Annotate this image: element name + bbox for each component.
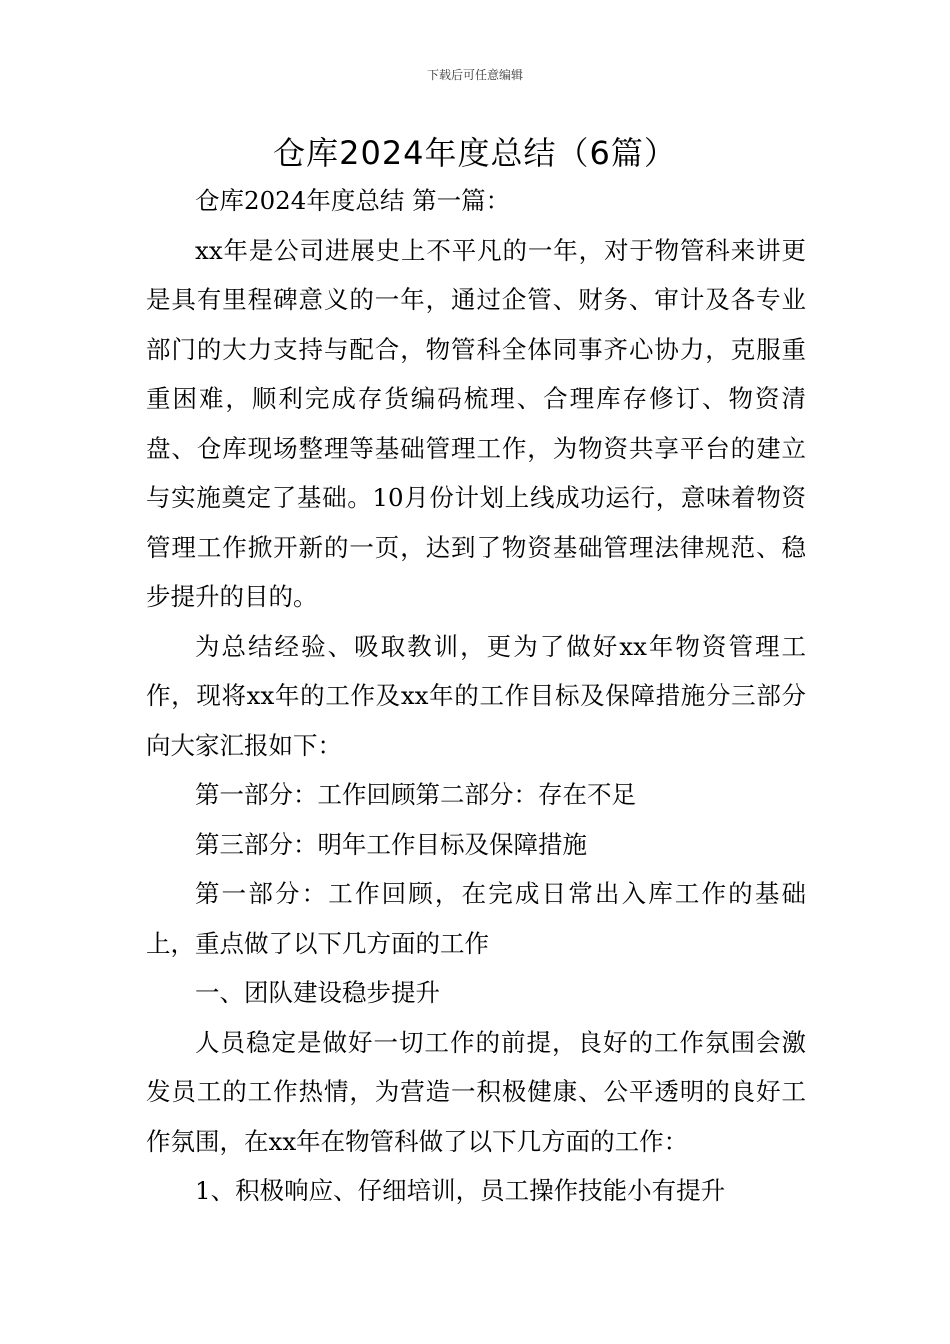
document-body <box>146 176 806 1216</box>
header-note: 下载后可任意编辑 <box>426 68 523 82</box>
paragraph-team-body: 人员稳定是做好一切工作的前提，良好的工作氛围会激发员工的工作热情，为营造一积极健康、公平透明的良好工作氛围，在xx年在物管科做了以下几方面的工作： <box>146 1027 806 1156</box>
paragraph-intro: xx年是公司进展史上不平凡的一年，对于物管科来讲更是具有里程碑意义的一年，通过企管、财务、审计及各专业部门的大力支持与配合，物管科全体同事齐心协力，克服重重困难，顺利完成存货编码梳理、合理库存修订、物资清盘、仓库现场整理等基础管理工作，为物资共享平台的建立与实施奠定了基础。10月份计划上线成功运行，意味着物资管理工作掀开新的一页，达到了物资基础管理法律规范、稳步提升的目的。 <box>146 235 806 611</box>
paragraph-purpose: 为总结经验、吸取教训，更为了做好xx年物资管理工作，现将xx年的工作及xx年的工作目标及保障措施分三部分向大家汇报如下： <box>146 631 806 760</box>
paragraph-part-3: 第三部分：明年工作目标及保障措施 <box>195 829 587 859</box>
paragraph-part-1-review: 第一部分：工作回顾，在完成日常出入库工作的基础上，重点做了以下几方面的工作 <box>146 879 806 958</box>
paragraph-parts-1-2: 第一部分：工作回顾第二部分：存在不足 <box>195 780 636 809</box>
paragraph-item-1: 1、积极响应、仔细培训，员工操作技能小有提升 <box>195 1176 726 1205</box>
paragraph-section-heading: 仓库2024年度总结 第一篇： <box>195 186 511 215</box>
paragraph-team-heading: 一、团队建设稳步提升 <box>195 978 440 1007</box>
document-title: 仓库2024年度总结（6篇） <box>273 134 677 172</box>
